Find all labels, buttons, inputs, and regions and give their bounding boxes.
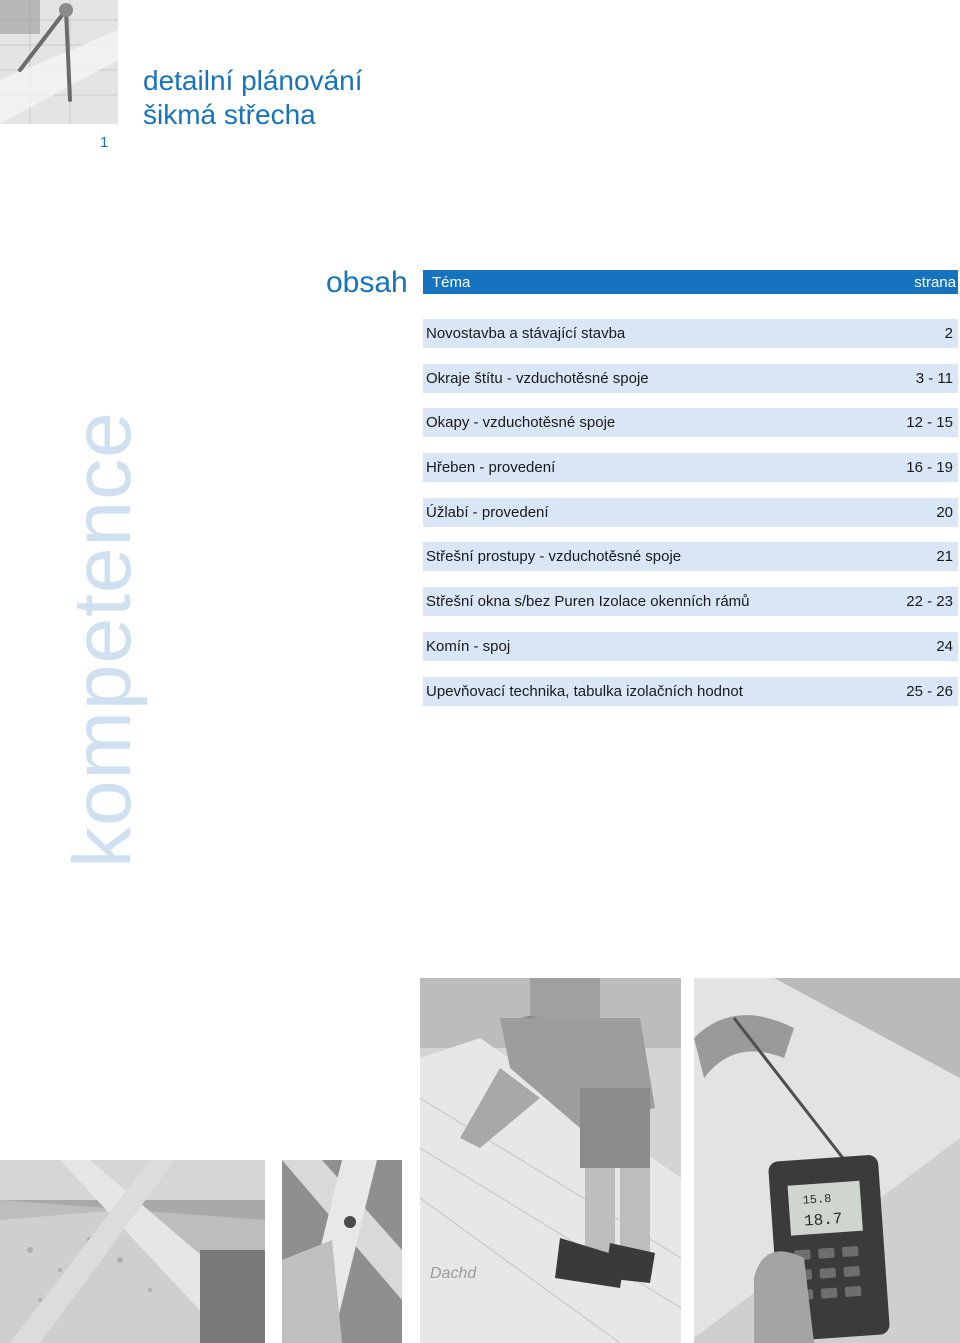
toc-row-page: 22 - 23 [906, 593, 953, 611]
toc-row[interactable] [423, 498, 958, 527]
toc-row-page: 2 [944, 325, 953, 342]
toc-row[interactable] [423, 364, 958, 393]
toc-row[interactable] [423, 319, 958, 348]
toc-row-page: 24 [936, 637, 953, 655]
title-line-2: šikmá střecha [143, 99, 316, 130]
corner-photo-drafting-compass [0, 0, 118, 124]
toc-row-page: 16 - 19 [906, 459, 953, 477]
photo-timber-joint [282, 1160, 402, 1343]
roof-membrane-print: Dachd [430, 1265, 477, 1282]
meter-reading-bottom: 18.7 [803, 1210, 844, 1231]
toc-row-page: 25 - 26 [906, 682, 953, 700]
toc-row-topic: Okapy - vzduchotěsné spoje [426, 414, 616, 432]
toc-row-page: 3 - 11 [915, 369, 953, 387]
toc-row-page: 20 [936, 503, 953, 521]
meter-reading-top: 15.8 [802, 1191, 832, 1208]
toc-row[interactable] [423, 408, 958, 437]
toc-row[interactable] [423, 453, 958, 482]
page-title [143, 64, 363, 132]
toc-row[interactable] [423, 632, 958, 661]
toc-row-topic: Střešní prostupy - vzduchotěsné spoje [426, 548, 682, 566]
toc-row-topic: Úžlabí - provedení [426, 503, 549, 521]
toc-row[interactable] [423, 587, 958, 616]
toc-row-topic: Novostavba a stávající stavba [426, 325, 626, 342]
toc-row-topic: Upevňovací technika, tabulka izolačních hodnot [426, 682, 743, 700]
toc-list [423, 319, 958, 721]
toc-row-page: 12 - 15 [906, 414, 953, 432]
page-number: 1 [100, 134, 109, 151]
toc-row-topic: Střešní okna s/bez Puren Izolace okenních rámů [426, 593, 750, 611]
toc-column-page: strana [914, 273, 956, 291]
toc-row-topic: Okraje štítu - vzduchotěsné spoje [426, 369, 649, 387]
photo-moisture-meter [694, 978, 960, 1343]
toc-row-topic: Komín - spoj [426, 637, 511, 655]
title-line-1: detailní plánování [143, 65, 363, 96]
toc-header-bar [423, 270, 958, 294]
photo-worker-on-roof [420, 978, 681, 1343]
toc-row-page: 21 [936, 548, 953, 566]
toc-row-topic: Hřeben - provedení [426, 459, 556, 477]
toc-row[interactable] [423, 542, 958, 571]
toc-column-topic: Téma [432, 273, 471, 291]
toc-heading: obsah [326, 266, 408, 299]
side-label-vertical: kompetence [57, 411, 148, 868]
photo-roof-truss-osb [0, 1160, 265, 1343]
toc-row[interactable] [423, 677, 958, 706]
